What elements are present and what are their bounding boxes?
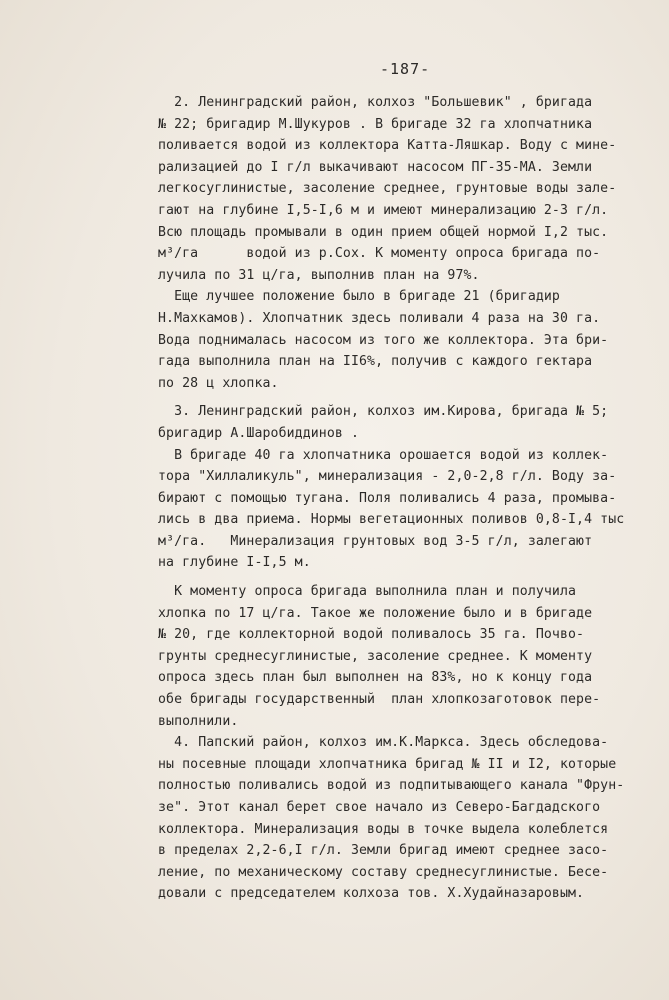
text-line: м³/га водой из р.Сох. К моменту опроса бригада по- (158, 246, 601, 262)
paragraph-gap (158, 394, 668, 401)
text-line: бригадир А.Шаробиддинов . (158, 425, 359, 441)
text-line: лись в два приема. Нормы вегетационных поливов 0,8-I,4 тыс (158, 512, 625, 528)
text-line: Еще лучшее положение было в бригаде 21 (бригадир (158, 289, 560, 305)
text-line: гада выполнила план на II6%, получив с каждого гектара (158, 354, 593, 370)
text-line: ны посевные площади хлопчатника бригад № II и I2, которые (158, 756, 617, 772)
text-line: в пределах 2,2-6,I г/л. Земли бригад имеют среднее засо- (158, 843, 609, 859)
text-line: поливается водой из коллектора Катта-Ляшкар. Воду с мине- (158, 138, 617, 154)
text-line: К моменту опроса бригада выполнила план и получила (158, 584, 577, 600)
paragraph (158, 401, 668, 444)
text-line: В бригаде 40 га хлопчатника орошается водой из коллек- (158, 447, 609, 463)
text-line: тора "Хиллаликуль", минерализация - 2,0-2,8 г/л. Воду за- (158, 469, 617, 485)
text-line: по 28 ц хлопка. (158, 375, 279, 391)
text-line: коллектора. Минерализация воды в точке выдела колеблется (158, 821, 609, 837)
text-line: на глубине I-I,5 м. (158, 555, 311, 571)
text-line: обе бригады государственный план хлопкозаготовок пере- (158, 692, 601, 708)
document-body (158, 92, 668, 905)
text-line: грунты среднесуглинистые, засоление среднее. К моменту (158, 648, 593, 664)
text-line: ление, по механическому составу среднесуглинистые. Бесе- (158, 864, 609, 880)
text-line: № 22; бригадир М.Шукуров . В бригаде 32 га хлопчатника (158, 116, 593, 132)
text-line: Всю площадь промывали в один прием общей нормой I,2 тыс. (158, 224, 609, 240)
text-line: хлопка по 17 ц/га. Такое же положение было и в бригаде (158, 605, 593, 621)
text-line: бирают с помощью тугана. Поля поливались 4 раза, промыва- (158, 490, 617, 506)
paragraph (158, 581, 668, 732)
text-line: 2. Ленинградский район, колхоз "Большевик" , бригада (158, 95, 593, 110)
text-line: 3. Ленинградский район, колхоз им.Кирова, бригада № 5; (158, 404, 609, 420)
text-line: опроса здесь план был выполнен на 83%, но к концу года (158, 670, 593, 686)
paragraph (158, 445, 668, 575)
text-line: рализацией до I г/л выкачивают насосом ПГ-35-МА. Земли (158, 159, 593, 175)
page-number: -187- (380, 60, 431, 78)
paragraph (158, 732, 668, 905)
text-line: зе". Этот канал берет свое начало из Северо-Багдадского (158, 800, 601, 815)
text-line: м³/га. Минерализация грунтовых вод 3-5 г/л, залегают (158, 533, 593, 549)
text-line: Н.Махкамов). Хлопчатник здесь поливали 4 раза на 30 га. (158, 310, 601, 326)
paragraph (158, 286, 668, 394)
text-line: 4. Папский район, колхоз им.К.Маркса. Здесь обследова- (158, 735, 609, 751)
text-line: полностью поливались водой из подпитывающего канала "Фрун- (158, 778, 625, 794)
text-line: гают на глубине I,5-I,6 м и имеют минерализацию 2-3 г/л. (158, 202, 609, 218)
text-line: выполнили. (158, 713, 239, 729)
text-line: Вода поднималась насосом из того же коллектора. Эта бри- (158, 332, 609, 348)
paragraph (158, 92, 668, 286)
text-line: довали с председателем колхоза тов. Х.Худайназаровым. (158, 886, 585, 902)
paragraph-gap (158, 574, 668, 581)
text-line: лучила по 31 ц/га, выполнив план на 97%. (158, 267, 480, 283)
text-line: № 20, где коллекторной водой поливалось 35 га. Почво- (158, 627, 585, 643)
text-line: легкосуглинистые, засоление среднее, грунтовые воды зале- (158, 181, 617, 197)
